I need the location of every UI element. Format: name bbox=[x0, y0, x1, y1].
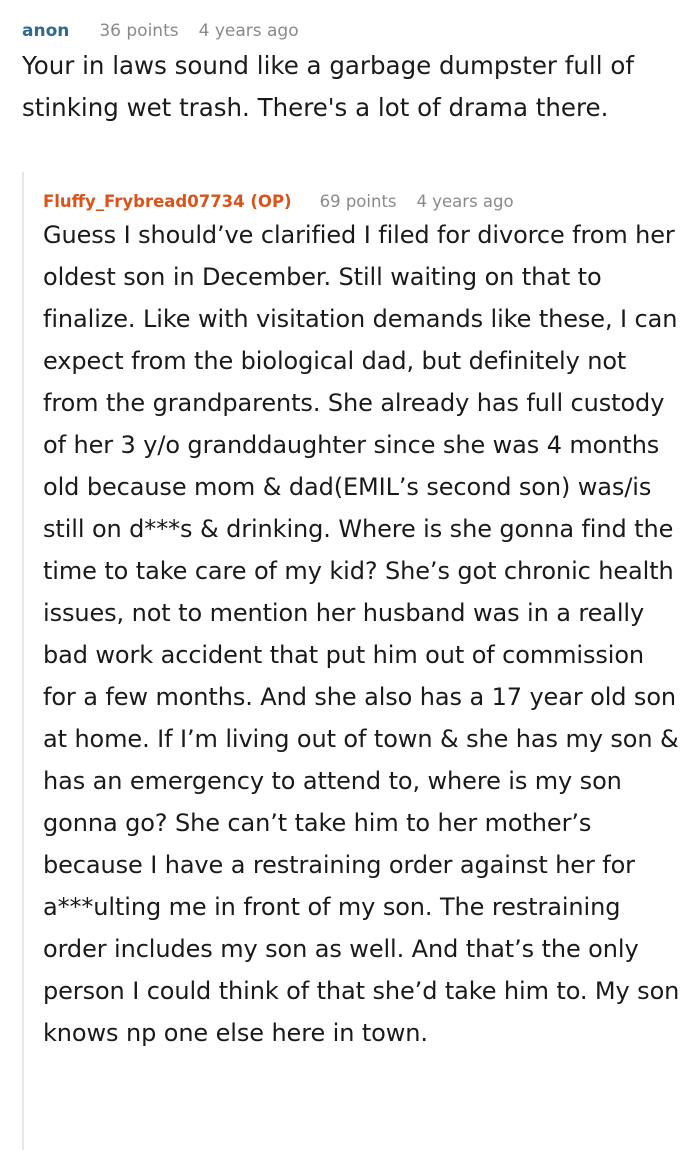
comment-meta bbox=[22, 0, 682, 41]
comment-meta bbox=[43, 172, 692, 212]
comment-reply-op bbox=[22, 172, 692, 1150]
comment-points: 36 points bbox=[99, 21, 179, 41]
comment-timestamp: 4 years ago bbox=[198, 21, 299, 41]
comment-body: Guess I should’ve clarified I filed for divorce from her oldest son in December. Still waiting on that to finalize. Like with visitation demands like these, I can expect from the biological dad, but definitely not from the grandparents. She already has full custody of her 3 y/o granddaughter since she was 4 months old because mom & dad(EMIL’s second son) was/is still on d***s & drinking. Where is she gonna find the time to take care of my kid? She’s got chronic health issues, not to mention her husband was in a really bad work accident that put him out of commission for a few months. And she also has a 17 year old son at home. If I’m living out of town & she has my son & has an emergency to attend to, where is my son gonna go? She can’t take him to her mother’s because I have a restraining order against her for a***ulting me in front of my son. The restraining order includes my son as well. And that’s the only person I could think of that she’d take him to. My son knows np one else here in town. bbox=[43, 221, 680, 1047]
comment-body: Your in laws sound like a garbage dumpster full of stinking wet trash. There's a lot of drama there. bbox=[22, 51, 634, 122]
comment-anon bbox=[0, 0, 700, 129]
comment-author[interactable]: Fluffy_Frybread07734 (OP) bbox=[43, 192, 292, 211]
comment-points: 69 points bbox=[319, 192, 397, 211]
comment-author[interactable]: anon bbox=[22, 21, 70, 41]
comment-timestamp: 4 years ago bbox=[416, 192, 514, 211]
